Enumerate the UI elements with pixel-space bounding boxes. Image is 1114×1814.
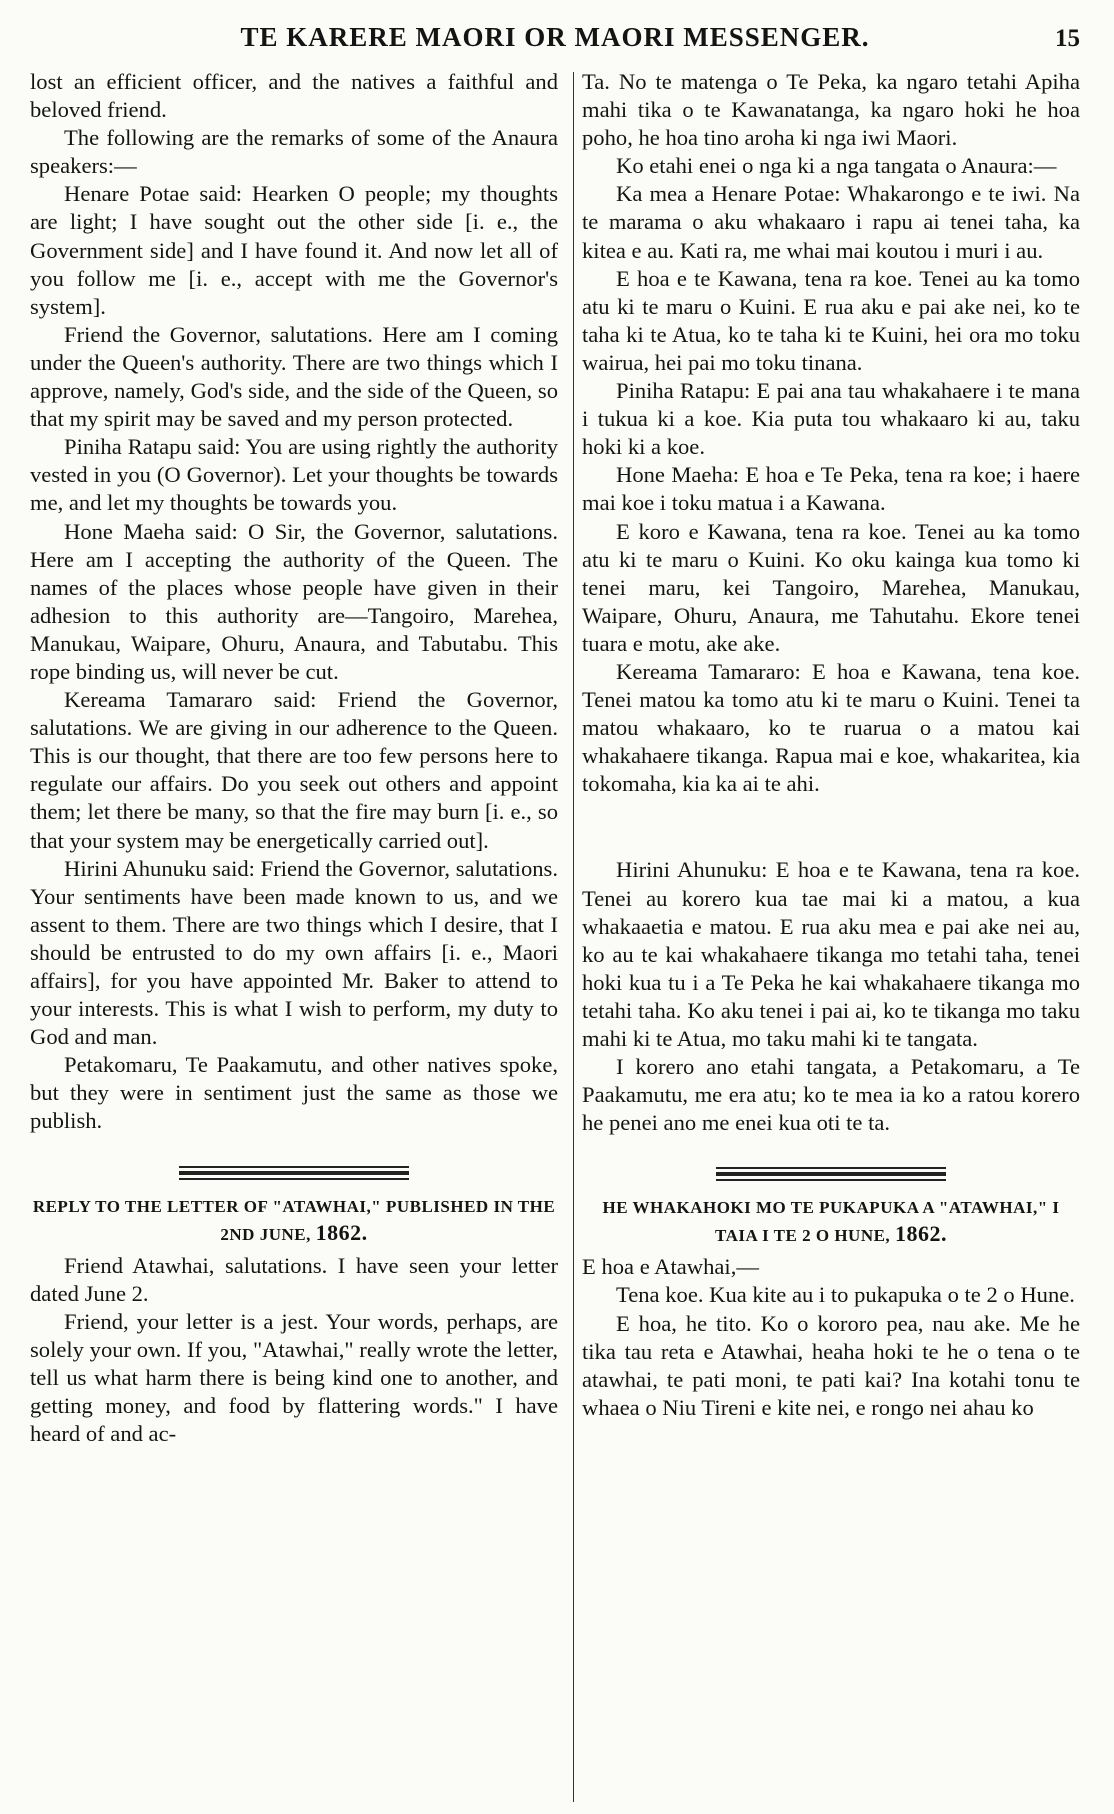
paragraph: Hone Maeha: E hoa e Te Peka, tena ra koe; i haere mai koe i toku matua i a Kawana. bbox=[582, 462, 1080, 516]
paragraph: E hoa, he tito. Ko o kororo pea, nau ake. Me he tika tau reta e Atawhai, heaha hoki te he o tena o te atawhai, te pati moni, te pati kai? Ina kotahi tonu te whaea o Niu Tireni e kite nei, e rongo nei ahau ko bbox=[582, 1310, 1080, 1420]
paragraph: Tena koe. Kua kite au i to pukapuka o te 2 o Hune. bbox=[616, 1282, 1075, 1308]
paragraph: E koro e Kawana, tena ra koe. Tenei au ka tomo atu ki te maru o Kuini. Ko oku kainga kua tomo ki tenei maru, kei Tangoiro, Marehea, Manukau, Waipare, Ohuru, Anaura, me Tahutahu. Ekore tenei tuara e motu, ake ake. bbox=[582, 518, 1080, 656]
paragraph: Petakomaru, Te Paakamutu, and other natives spoke, but they were in sentiment just the same as those we publish. bbox=[30, 1052, 558, 1134]
page-header bbox=[30, 22, 1080, 68]
section-separator bbox=[716, 1167, 946, 1181]
section-heading-text: REPLY TO THE LETTER OF "ATAWHAI," PUBLISHED IN THE 2ND JUNE, bbox=[32, 1196, 556, 1244]
paragraph: Piniha Ratapu: E pai ana tau whakahaere i te mana i tukua ki a koe. Kia puta tou whakaaro ki au, taku hoki ki a koe. bbox=[582, 378, 1080, 460]
section-heading-text: HE WHAKAHOKI MO TE PUKAPUKA A "ATAWHAI," I TAIA I TE 2 O HUNE, bbox=[602, 1198, 1060, 1246]
paragraph: Hone Maeha said: O Sir, the Governor, salutations. Here am I accepting the authority of the Queen. The names of the places whose people have given in their adhesion to this authority are—Tangoiro, Marehea, Manukau, Waipare, Ohuru, Anaura, and Tabutabu. This rope binding us, will never be cut. bbox=[30, 518, 558, 684]
paragraph: I korero ano etahi tangata, a Petakomaru, a Te Paakamutu, me era atu; ko te mea ia ko a ratou korero he penei ano me enei kua oti te ta. bbox=[582, 1054, 1080, 1136]
paragraph: Hirini Ahunuku: E hoa e te Kawana, tena ra koe. Tenei au korero kua tae mai ki a matou, a kua whakaaetia e matou. E rua aku mea e pai ake nei au, ko au te kai whakahaere tikanga mo tetahi taha, tenei hoki kua tu i a Te Peka he kai whakahaere tikanga mo tetahi taha. Ko aku tenei i pai ai, ko te tikanga mo taku mahi ki te Atua, mo taku mahi ki te tangata. bbox=[582, 857, 1080, 1051]
paragraph: The following are the remarks of some of the Anaura speakers:— bbox=[30, 125, 558, 179]
paragraph: Hirini Ahunuku said: Friend the Governor, salutations. Your sentiments have been made known to us, and we assent to them. There are two things which I desire, that I should be entrusted to do my own affairs [i. e., Maori affairs], for you have appointed Mr. Baker to attend to your interests. This is what I wish to perform, my duty to God and man. bbox=[30, 855, 558, 1050]
page-number: 15 bbox=[1055, 25, 1080, 52]
paragraph: Kereama Tamararo: E hoa e Kawana, tena koe. Tenei matou ka tomo atu ki te maru o Kuini. Tenei ta matou whakaaro, ko te ruarua o a matou kai whakahaere tikanga. Rapua mai e koe, whakaritea, kia tokomaha, kia ka ai te ahi. bbox=[582, 658, 1080, 797]
section-heading-year: 1862. bbox=[315, 1219, 368, 1245]
column-divider bbox=[573, 72, 574, 1802]
paragraph: lost an efficient officer, and the natives a faithful and beloved friend. bbox=[30, 69, 558, 123]
paragraph: Friend the Governor, salutations. Here am I coming under the Queen's authority. There are two things which I approve, namely, God's side, and the side of the Queen, so that my spirit may be saved and my person protected. bbox=[30, 321, 558, 432]
paragraph-gap bbox=[582, 798, 1080, 856]
section-heading bbox=[30, 1194, 558, 1248]
section-separator bbox=[179, 1166, 409, 1180]
paragraph: Ta. No te matenga o Te Peka, ka ngaro tetahi Apiha mahi tika o te Kawanatanga, ka ngaro hoki he hoa poho, he hoa tino aroha ki nga iwi Maori. bbox=[582, 69, 1080, 151]
paragraph: Henare Potae said: Hearken O people; my thoughts are light; I have sought out the other side [i. e., the Government side] and I have found it. And now let all of you follow me [i. e., accept with me the Governor's system]. bbox=[30, 181, 558, 319]
paragraph: Ka mea a Henare Potae: Whakarongo e te iwi. Na te marama o aku whakaaro i rapu ai tenei taha, ka kitea e au. Kati ra, me whai mai koutou i muri i au. bbox=[582, 181, 1080, 263]
maori-column bbox=[570, 68, 1080, 1808]
paragraph: Ko etahi enei o nga ki a nga tangata o Anaura:— bbox=[616, 153, 1057, 179]
section-heading-year: 1862. bbox=[894, 1221, 947, 1247]
paragraph: Friend Atawhai, salutations. I have seen your letter dated June 2. bbox=[30, 1252, 558, 1306]
newspaper-title: TE KARERE MAORI OR MAORI MESSENGER. bbox=[240, 22, 870, 52]
paragraph: Friend, your letter is a jest. Your words, perhaps, are solely your own. If you, "Atawhai," really wrote the letter, tell us what harm there is being kind one to another, and getting money, and food by flattering words." I have heard of and ac- bbox=[30, 1308, 558, 1447]
paragraph: Kereama Tamararo said: Friend the Governor, salutations. We are giving in our adherence to the Queen. This is our thought, that there are too few persons here to regulate our affairs. Do you seek out others and appoint them; let there be many, so that the fire may burn [i. e., so that your system may be energetically carried out]. bbox=[30, 687, 558, 853]
english-column bbox=[30, 68, 570, 1808]
salutation: E hoa e Atawhai,— bbox=[582, 1254, 759, 1280]
paragraph: Piniha Ratapu said: You are using rightly the authority vested in you (O Governor). Let your thoughts be towards me, and let my thoughts be towards you. bbox=[30, 434, 558, 516]
paragraph: E hoa e te Kawana, tena ra koe. Tenei au ka tomo atu ki te maru o Kuini. E rua aku e pai ake nei, ko te taha ki te Atua, ko te taha ki te Kuini, hei ora mo toku wairua, hei pai mo toku tinana. bbox=[582, 265, 1080, 375]
columns bbox=[30, 68, 1080, 1808]
section-heading bbox=[582, 1195, 1080, 1249]
